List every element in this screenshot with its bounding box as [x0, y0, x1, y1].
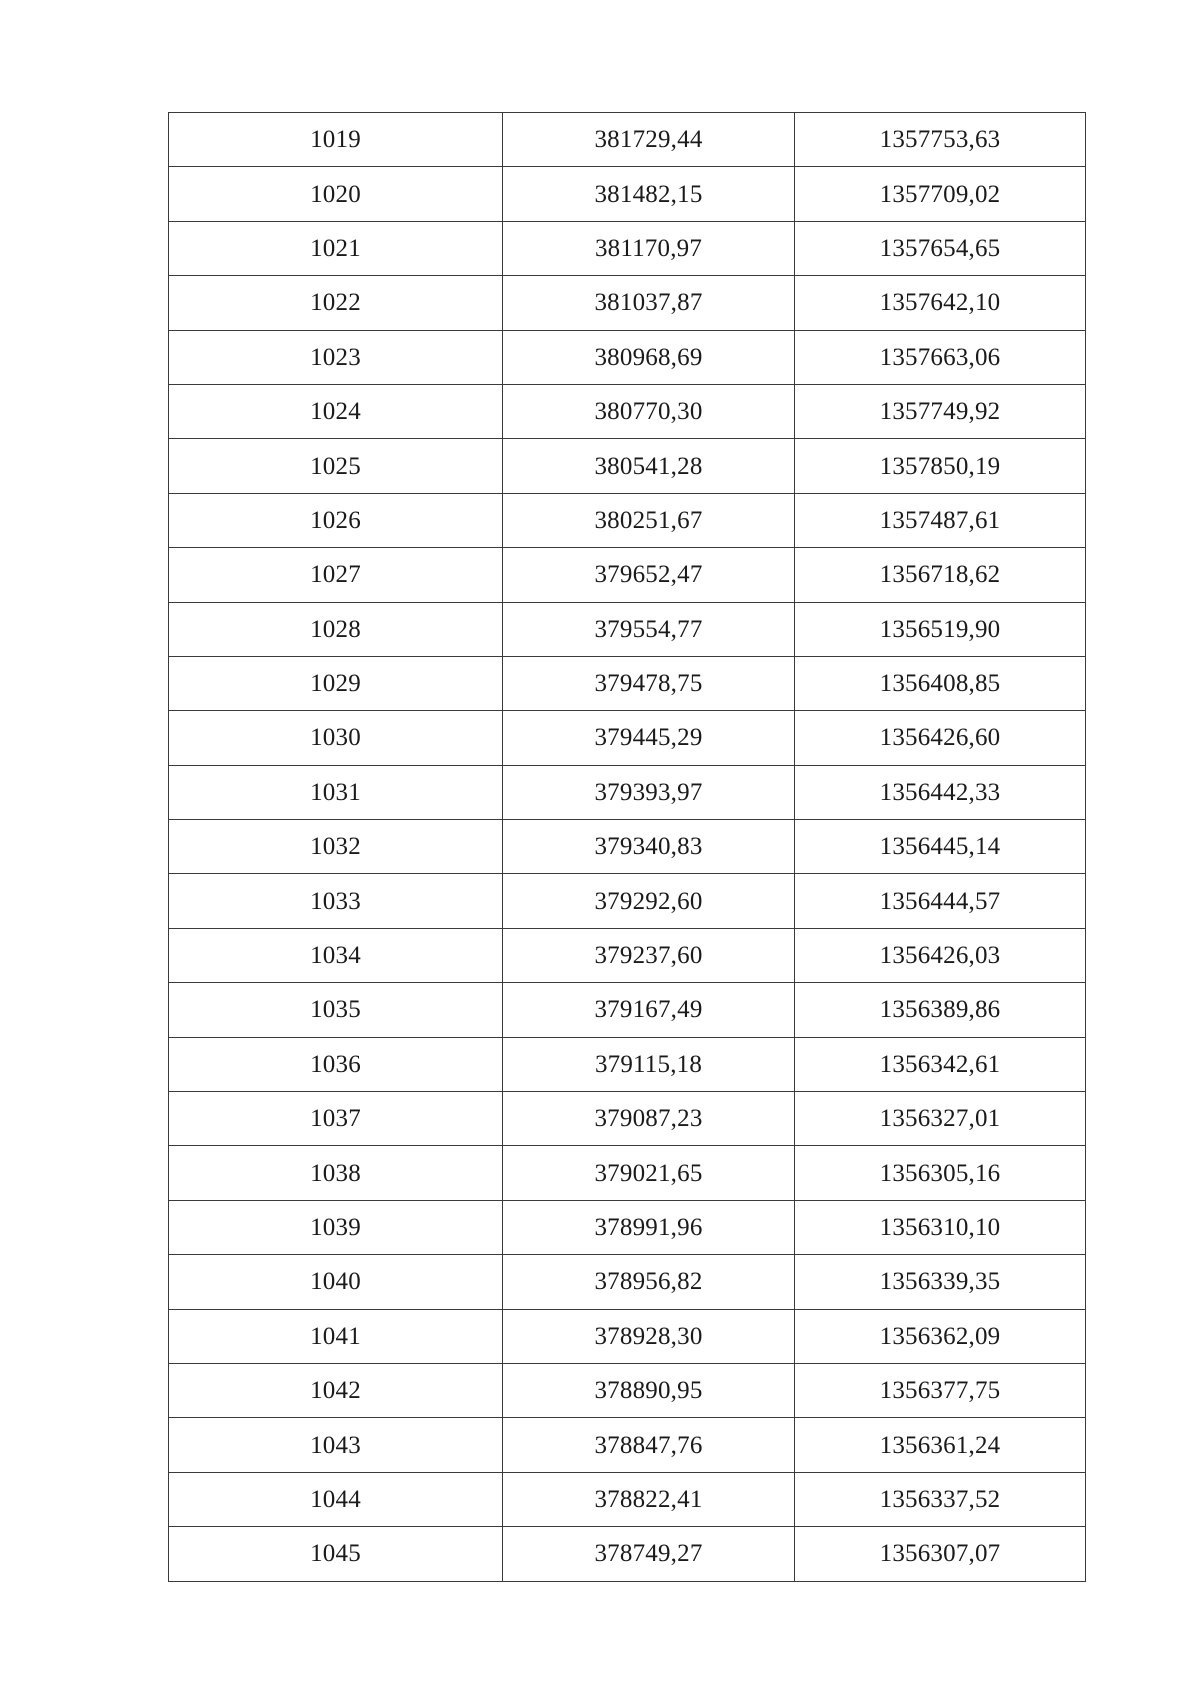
point-number-cell: 1020 [169, 167, 503, 221]
x-coordinate-cell: 381729,44 [503, 113, 795, 167]
x-coordinate-cell: 378928,30 [503, 1309, 795, 1363]
x-coordinate-cell: 378890,95 [503, 1363, 795, 1417]
x-coordinate-cell: 379445,29 [503, 711, 795, 765]
y-coordinate-cell: 1356426,03 [795, 928, 1086, 982]
table-row [169, 874, 1086, 928]
table-row [169, 1037, 1086, 1091]
x-coordinate-cell: 379115,18 [503, 1037, 795, 1091]
y-coordinate-cell: 1356310,10 [795, 1200, 1086, 1254]
x-coordinate-cell: 379393,97 [503, 765, 795, 819]
y-coordinate-cell: 1356408,85 [795, 656, 1086, 710]
coordinates-table [168, 112, 1086, 1582]
table-row [169, 1255, 1086, 1309]
x-coordinate-cell: 378956,82 [503, 1255, 795, 1309]
table-row [169, 221, 1086, 275]
table-row [169, 113, 1086, 167]
y-coordinate-cell: 1357709,02 [795, 167, 1086, 221]
y-coordinate-cell: 1356442,33 [795, 765, 1086, 819]
y-coordinate-cell: 1356337,52 [795, 1472, 1086, 1526]
point-number-cell: 1045 [169, 1527, 503, 1581]
table-row [169, 1472, 1086, 1526]
x-coordinate-cell: 381482,15 [503, 167, 795, 221]
table-row [169, 1146, 1086, 1200]
point-number-cell: 1042 [169, 1363, 503, 1417]
point-number-cell: 1038 [169, 1146, 503, 1200]
y-coordinate-cell: 1356377,75 [795, 1363, 1086, 1417]
x-coordinate-cell: 378822,41 [503, 1472, 795, 1526]
table-row [169, 330, 1086, 384]
point-number-cell: 1035 [169, 983, 503, 1037]
y-coordinate-cell: 1356444,57 [795, 874, 1086, 928]
x-coordinate-cell: 379652,47 [503, 548, 795, 602]
point-number-cell: 1019 [169, 113, 503, 167]
x-coordinate-cell: 379292,60 [503, 874, 795, 928]
x-coordinate-cell: 378847,76 [503, 1418, 795, 1472]
y-coordinate-cell: 1356305,16 [795, 1146, 1086, 1200]
point-number-cell: 1022 [169, 276, 503, 330]
y-coordinate-cell: 1356307,07 [795, 1527, 1086, 1581]
y-coordinate-cell: 1357749,92 [795, 384, 1086, 438]
y-coordinate-cell: 1356361,24 [795, 1418, 1086, 1472]
y-coordinate-cell: 1356445,14 [795, 820, 1086, 874]
y-coordinate-cell: 1357654,65 [795, 221, 1086, 275]
x-coordinate-cell: 379237,60 [503, 928, 795, 982]
point-number-cell: 1044 [169, 1472, 503, 1526]
point-number-cell: 1031 [169, 765, 503, 819]
point-number-cell: 1021 [169, 221, 503, 275]
x-coordinate-cell: 379167,49 [503, 983, 795, 1037]
x-coordinate-cell: 380251,67 [503, 493, 795, 547]
point-number-cell: 1028 [169, 602, 503, 656]
table-row [169, 276, 1086, 330]
point-number-cell: 1036 [169, 1037, 503, 1091]
table-row [169, 493, 1086, 547]
point-number-cell: 1041 [169, 1309, 503, 1363]
y-coordinate-cell: 1356327,01 [795, 1092, 1086, 1146]
y-coordinate-cell: 1357850,19 [795, 439, 1086, 493]
coordinates-table-body [169, 113, 1086, 1582]
table-row [169, 1363, 1086, 1417]
point-number-cell: 1030 [169, 711, 503, 765]
point-number-cell: 1026 [169, 493, 503, 547]
point-number-cell: 1034 [169, 928, 503, 982]
y-coordinate-cell: 1356339,35 [795, 1255, 1086, 1309]
x-coordinate-cell: 378991,96 [503, 1200, 795, 1254]
table-row [169, 711, 1086, 765]
y-coordinate-cell: 1356342,61 [795, 1037, 1086, 1091]
point-number-cell: 1040 [169, 1255, 503, 1309]
table-row [169, 439, 1086, 493]
table-row [169, 602, 1086, 656]
x-coordinate-cell: 380968,69 [503, 330, 795, 384]
point-number-cell: 1037 [169, 1092, 503, 1146]
table-row [169, 1527, 1086, 1581]
x-coordinate-cell: 381037,87 [503, 276, 795, 330]
table-row [169, 167, 1086, 221]
table-row [169, 548, 1086, 602]
table-row [169, 656, 1086, 710]
x-coordinate-cell: 381170,97 [503, 221, 795, 275]
x-coordinate-cell: 379340,83 [503, 820, 795, 874]
table-row [169, 1309, 1086, 1363]
table-row [169, 384, 1086, 438]
x-coordinate-cell: 380770,30 [503, 384, 795, 438]
y-coordinate-cell: 1357753,63 [795, 113, 1086, 167]
y-coordinate-cell: 1356519,90 [795, 602, 1086, 656]
x-coordinate-cell: 379554,77 [503, 602, 795, 656]
x-coordinate-cell: 380541,28 [503, 439, 795, 493]
table-row [169, 1200, 1086, 1254]
point-number-cell: 1032 [169, 820, 503, 874]
y-coordinate-cell: 1356362,09 [795, 1309, 1086, 1363]
x-coordinate-cell: 379478,75 [503, 656, 795, 710]
x-coordinate-cell: 379087,23 [503, 1092, 795, 1146]
point-number-cell: 1024 [169, 384, 503, 438]
y-coordinate-cell: 1357663,06 [795, 330, 1086, 384]
y-coordinate-cell: 1356426,60 [795, 711, 1086, 765]
x-coordinate-cell: 378749,27 [503, 1527, 795, 1581]
y-coordinate-cell: 1356718,62 [795, 548, 1086, 602]
point-number-cell: 1043 [169, 1418, 503, 1472]
point-number-cell: 1025 [169, 439, 503, 493]
table-row [169, 1092, 1086, 1146]
table-row [169, 1418, 1086, 1472]
table-row [169, 928, 1086, 982]
point-number-cell: 1023 [169, 330, 503, 384]
point-number-cell: 1029 [169, 656, 503, 710]
table-row [169, 983, 1086, 1037]
point-number-cell: 1027 [169, 548, 503, 602]
table-row [169, 820, 1086, 874]
point-number-cell: 1033 [169, 874, 503, 928]
table-row [169, 765, 1086, 819]
y-coordinate-cell: 1356389,86 [795, 983, 1086, 1037]
point-number-cell: 1039 [169, 1200, 503, 1254]
x-coordinate-cell: 379021,65 [503, 1146, 795, 1200]
y-coordinate-cell: 1357487,61 [795, 493, 1086, 547]
y-coordinate-cell: 1357642,10 [795, 276, 1086, 330]
